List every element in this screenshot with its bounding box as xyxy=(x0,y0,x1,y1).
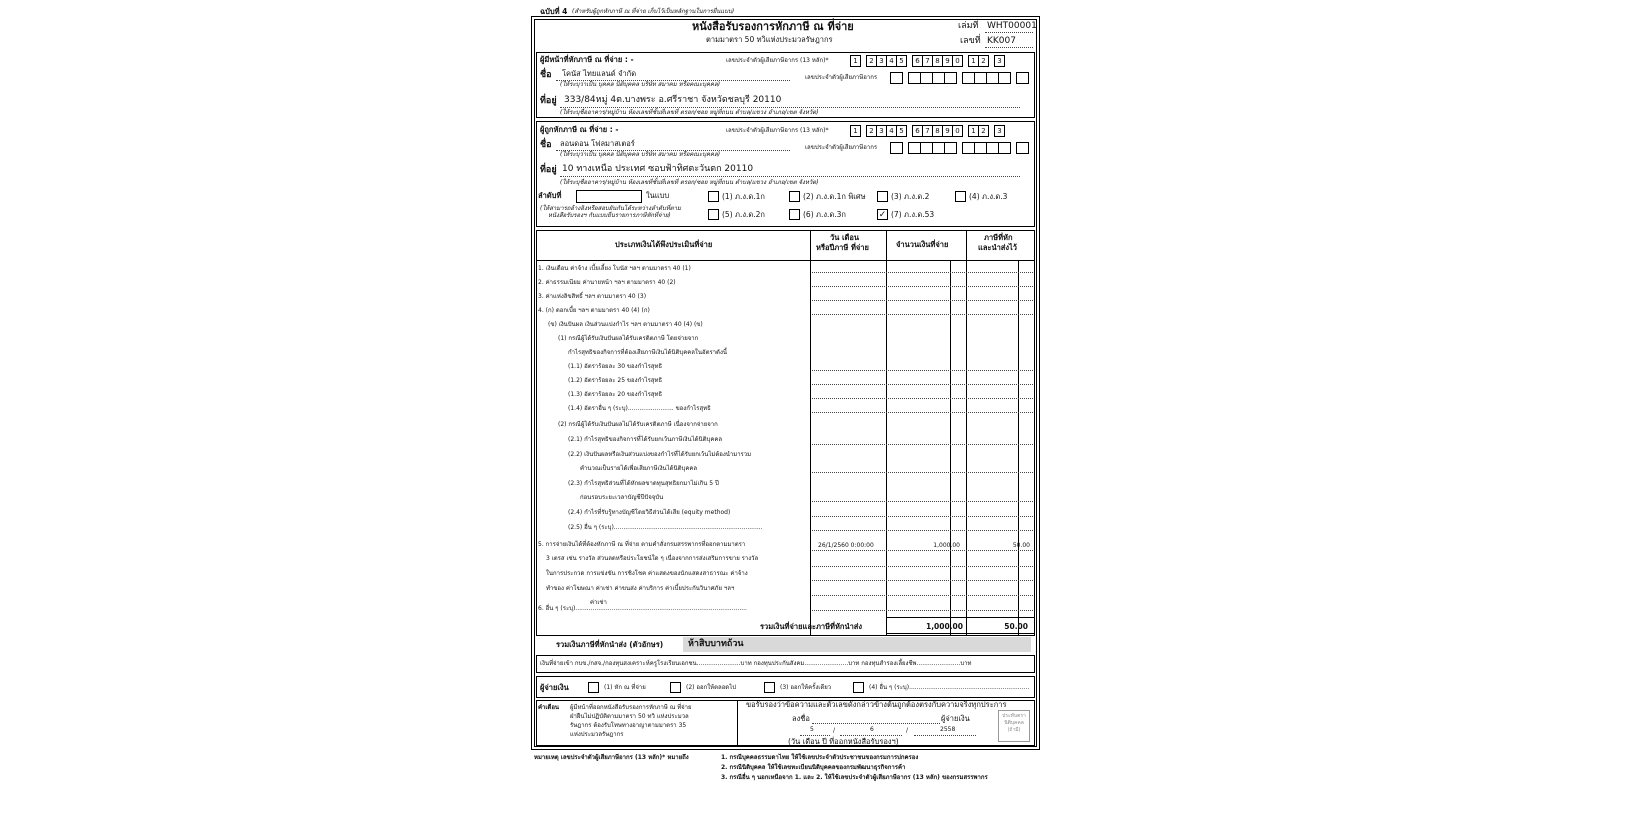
income-row: 1. เงินเดือน ค่าจ้าง เบี้ยเลี้ยง โบนัส ฯลฯ ตามมาตรา 40 (1) xyxy=(538,265,691,272)
sign-role: ผู้จ่ายเงิน xyxy=(941,714,970,723)
form-note: (สำหรับผู้ถูกหักภาษี ณ ที่จ่าย เก็บไว้เป็นหลักฐานในการยื่นแบบ) xyxy=(572,8,735,15)
warning-text: รัษฎากร ต้องรับโทษทางอาญาตามมาตรา 35 xyxy=(570,722,687,729)
sign-label: ลงชื่อ xyxy=(792,714,810,723)
income-row: กำไรสุทธิของกิจการที่ต้องเสียภาษีเงินได้นิติบุคคลในอัตราดังนี้ xyxy=(568,349,727,356)
payee-taxid-label: เลขประจำตัวผู้เสียภาษีอากร (13 หลัก)* xyxy=(726,127,829,134)
taxid-digit[interactable]: 9 xyxy=(942,125,953,137)
date-separator: / xyxy=(833,727,836,734)
cert-year[interactable]: 2558 xyxy=(940,726,956,733)
payee-name-label: ชื่อ xyxy=(540,140,552,150)
income-row: (2) กรณีผู้ได้รับเงินปันผลไม่ได้รับเครดิตภาษี เนื่องจากจ่ายจาก xyxy=(558,421,718,428)
taxid-digit[interactable]: 2 xyxy=(866,55,877,67)
row5-date[interactable]: 26/1/2560 0:00:00 xyxy=(818,542,874,549)
taxid-digit[interactable]: 1 xyxy=(968,125,979,137)
taxid-digit[interactable]: 2 xyxy=(978,55,989,67)
method-checkbox[interactable] xyxy=(670,682,681,693)
total-label: รวมเงินที่จ่ายและภาษีที่หักนำส่ง xyxy=(760,622,863,631)
taxid-digit[interactable]: 3 xyxy=(994,55,1005,67)
words-label: รวมเงินภาษีที่หักนำส่ง (ตัวอักษร) xyxy=(556,640,664,649)
taxid-digit[interactable]: 4 xyxy=(886,55,897,67)
income-row: ก่อนรอบระยะเวลาบัญชีปีปัจจุบัน xyxy=(580,494,664,501)
income-row: (2.3) กำไรสุทธิส่วนที่ได้หักผลขาดทุนสุทธิยกมาไม่เกิน 5 ปี xyxy=(568,480,719,487)
payee-address-hint: (ให้ระบุชื่ออาคาร/หมู่บ้าน ห้องเลขที่ชั้นที่เลขที่ ตรอก/ซอย หมู่ที่ถนน ตำบล/แขวง อำเภอ/เขต จังหวัด) xyxy=(560,179,819,186)
col-header-tax: และนำส่งไว้ xyxy=(978,243,1018,252)
taxid2-digit[interactable] xyxy=(998,72,1011,84)
form-option-label: (1) ภ.ง.ด.1ก xyxy=(722,192,765,201)
form-checkbox-checked[interactable] xyxy=(877,209,888,220)
number-value: KK007 xyxy=(987,36,1016,46)
stamp-text: ประทับตรานิติบุคคล (ถ้ามี) xyxy=(1002,713,1026,733)
number-label: เลขที่ xyxy=(960,36,981,46)
payee-address-label: ที่อยู่ xyxy=(540,165,557,175)
method-checkbox[interactable] xyxy=(764,682,775,693)
taxid-digit[interactable]: 6 xyxy=(912,125,923,137)
payer-taxid-boxes xyxy=(850,55,1030,67)
payer-name[interactable]: โคนัส ไทยแลนด์ จำกัด xyxy=(562,69,637,78)
taxid-digit[interactable]: 1 xyxy=(850,55,861,67)
method-option: (1) หัก ณ ที่จ่าย xyxy=(604,684,646,691)
payee-name[interactable]: ลอนดอน โฟลมาสเตอร์ xyxy=(560,139,635,148)
payee-heading: ผู้ถูกหักภาษี ณ ที่จ่าย : - xyxy=(540,125,619,134)
words-field[interactable] xyxy=(683,637,1031,652)
form-option-label: (5) ภ.ง.ด.2ก xyxy=(722,210,765,219)
warning-text: ฝ่าฝืนไม่ปฏิบัติตามมาตรา 50 ทวิ แห่งประมวล xyxy=(570,713,689,720)
taxid-digit[interactable]: 0 xyxy=(952,55,963,67)
warning-text: แห่งประมวลรัษฎากร xyxy=(570,731,624,738)
col-header-amount: จำนวนเงินที่จ่าย xyxy=(896,240,949,249)
taxid-digit[interactable]: 6 xyxy=(912,55,923,67)
income-row: (2.4) กำไรที่รับรู้ทางบัญชีโดยวิธีส่วนได้เสีย (equity method) xyxy=(568,509,731,516)
income-row: (1) กรณีผู้ได้รับเงินปันผลได้รับเครดิตภาษี โดยจ่ายจาก xyxy=(558,335,699,342)
taxid-digit[interactable]: 1 xyxy=(850,125,861,137)
income-row: (1.4) อัตราอื่น ๆ (ระบุ)........................ ของกำไรสุทธิ xyxy=(568,405,711,412)
income-row: 5. การจ่ายเงินได้ที่ต้องหักภาษี ณ ที่จ่าย ตามคำสั่งกรมสรรพากรที่ออกตามมาตรา xyxy=(538,541,746,548)
income-row: (ข) เงินปันผล เงินส่วนแบ่งกำไร ฯลฯ ตามมาตรา 40 (4) (ข) xyxy=(548,321,703,328)
footer-note: 2. กรณีนิติบุคคล ให้ใช้เลขทะเบียนนิติบุคคลของกรมพัฒนาธุรกิจการค้า xyxy=(721,764,906,771)
form-checkbox[interactable] xyxy=(955,191,966,202)
taxid-digit[interactable]: 3 xyxy=(876,125,887,137)
seq-in-form: ในแบบ xyxy=(646,191,670,200)
check-mark-icon: ✓ xyxy=(878,210,887,220)
income-row: 3. ค่าแห่งลิขสิทธิ์ ฯลฯ ตามมาตรา 40 (3) xyxy=(538,293,647,300)
taxid-digit[interactable]: 0 xyxy=(952,125,963,137)
cert-day[interactable]: 5 xyxy=(810,726,814,733)
payee-name-hint: (ให้ระบุว่าเป็น บุคคล นิติบุคคล บริษัท สมาคม หรือคณะบุคคล) xyxy=(560,151,721,158)
method-option: (4) อื่น ๆ (ระบุ)............................................................... xyxy=(869,684,1030,691)
cert-month[interactable]: 6 xyxy=(870,726,874,733)
taxid-digit[interactable]: 2 xyxy=(978,125,989,137)
taxid2-digit[interactable] xyxy=(1016,142,1029,154)
words-value: ห้าสิบบาทถ้วน xyxy=(688,639,744,649)
taxid-digit[interactable]: 7 xyxy=(922,125,933,137)
total-tax: 50.00 xyxy=(1004,622,1028,631)
taxid-digit[interactable]: 7 xyxy=(922,55,933,67)
payee-taxid-boxes xyxy=(850,125,1030,137)
date-separator: / xyxy=(906,727,909,734)
payer-name-hint: (ให้ระบุว่าเป็น บุคคล นิติบุคคล บริษัท สมาคม หรือคณะบุคคล) xyxy=(560,81,721,88)
seq-input[interactable] xyxy=(576,190,642,203)
method-option: (3) ออกให้ครั้งเดียว xyxy=(780,684,832,691)
form-option-label: (2) ภ.ง.ด.1ก พิเศษ xyxy=(803,192,866,201)
form-checkbox[interactable] xyxy=(877,191,888,202)
form-checkbox[interactable] xyxy=(708,191,719,202)
warning-text: ผู้มีหน้าที่ออกหนังสือรับรองการหักภาษี ณ ที่จ่าย xyxy=(570,704,692,711)
income-row: 4. (ก) ดอกเบี้ย ฯลฯ ตามมาตรา 40 (4) (ก) xyxy=(538,307,650,314)
taxid2-digit[interactable] xyxy=(1016,72,1029,84)
seq-label: ลำดับที่ xyxy=(538,191,562,200)
book-value: WHT00001 xyxy=(987,21,1037,31)
method-checkbox[interactable] xyxy=(588,682,599,693)
seq-hint: (ให้สามารถอ้างอิงหรือสอบยันกันได้ระหว่างลำดับที่ตาม xyxy=(540,205,681,212)
form-checkbox[interactable] xyxy=(789,191,800,202)
income-row: ทำของ ค่าโฆษณา ค่าเช่า ค่าขนส่ง ค่าบริการ ค่าเบี้ยประกันวินาศภัย ฯลฯ xyxy=(546,585,735,592)
taxid-digit[interactable]: 8 xyxy=(932,55,943,67)
payee-taxid2-label: เลขประจำตัวผู้เสียภาษีอากร xyxy=(805,144,878,151)
col-header-date: วัน เดือน xyxy=(830,233,860,242)
payer-taxid-label: เลขประจำตัวผู้เสียภาษีอากร (13 หลัก)* xyxy=(726,57,829,64)
book-label: เล่มที่ xyxy=(958,21,979,31)
taxid-digit[interactable]: 1 xyxy=(968,55,979,67)
income-row: (2.1) กำไรสุทธิของกิจการที่ได้รับยกเว้นภาษีเงินได้นิติบุคคล xyxy=(568,436,723,443)
taxid2-digit[interactable] xyxy=(998,142,1011,154)
total-amount: 1,000.00 xyxy=(925,622,963,631)
document-title: หนังสือรับรองการหักภาษี ณ ที่จ่าย xyxy=(692,20,854,33)
col-header-tax: ภาษีที่หัก xyxy=(984,233,1013,242)
seq-hint: หนังสือรับรองฯ กับแบบยื่นรายการภาษีหักที่จ่าย) xyxy=(548,212,671,219)
row5-amount[interactable]: 1,000.00 xyxy=(933,542,960,549)
footer-note: 1. กรณีบุคคลธรรมดาไทย ให้ใช้เลขประจำตัวประชาชนของกรมการปกครอง xyxy=(721,754,919,761)
form-option-label: (4) ภ.ง.ด.3 xyxy=(969,192,1008,201)
payee-taxid2-boxes xyxy=(890,142,1030,154)
taxid2-digit[interactable] xyxy=(944,72,957,84)
method-checkbox[interactable] xyxy=(853,682,864,693)
income-row: ในการประกวด การแข่งขัน การชิงโชค ค่าแสดงของนักแสดงสาธารณะ ค่าจ้าง xyxy=(546,570,748,577)
footer-note-label: หมายเหตุ เลขประจำตัวผู้เสียภาษีอากร (13 หลัก)* หมายถึง xyxy=(534,754,689,761)
taxid-digit[interactable]: 9 xyxy=(942,55,953,67)
payer-method-label: ผู้จ่ายเงิน xyxy=(540,683,569,692)
row5-note[interactable]: ค่าเช่า xyxy=(590,599,607,606)
taxid2-digit[interactable] xyxy=(890,72,903,84)
document-subtitle: ตามมาตรา 50 ทวิแห่งประมวลรัษฎากร xyxy=(706,35,833,44)
fund-line: เงินที่จ่ายเข้า กบข./กสจ./กองทุนสงเคราะห์ครูโรงเรียนเอกชน.......................บาท กองทุนประกันสังคม.......................บาท กองทุนสำรองเลี้ยงชีพ.......................บาท xyxy=(540,660,972,667)
taxid-digit[interactable]: 5 xyxy=(896,125,907,137)
form-option-label: (7) ภ.ง.ด.53 xyxy=(891,210,935,219)
payer-taxid2-boxes xyxy=(890,72,1030,84)
taxid-digit[interactable]: 2 xyxy=(866,125,877,137)
taxid-digit[interactable]: 4 xyxy=(886,125,897,137)
payer-taxid2-label: เลขประจำตัวผู้เสียภาษีอากร xyxy=(805,74,878,81)
income-row: คำนวณเป็นรายได้เพื่อเสียภาษีเงินได้นิติบุคคล xyxy=(580,465,698,472)
income-row: 2. ค่าธรรมเนียม ค่านายหน้า ฯลฯ ตามมาตรา 40 (2) xyxy=(538,279,676,286)
payer-name-label: ชื่อ xyxy=(540,70,552,80)
income-row: (2.5) อื่น ๆ (ระบุ).............................................................................. xyxy=(568,524,763,531)
payer-address-hint: (ให้ระบุชื่ออาคาร/หมู่บ้าน ห้องเลขที่ชั้นที่เลขที่ ตรอก/ซอย หมู่ที่ถนน ตำบล/แขวง อำเภอ/เขต จังหวัด) xyxy=(560,109,819,116)
method-option: (2) ออกให้ตลอดไป xyxy=(686,684,737,691)
income-row: (1.1) อัตราร้อยละ 30 ของกำไรสุทธิ xyxy=(568,363,663,370)
form-checkbox[interactable] xyxy=(708,209,719,220)
form-option-label: (3) ภ.ง.ด.2 xyxy=(891,192,930,201)
col-header-date: หรือปีภาษี ที่จ่าย xyxy=(816,243,869,252)
taxid-digit[interactable]: 8 xyxy=(932,125,943,137)
taxid2-digit[interactable] xyxy=(890,142,903,154)
taxid-digit[interactable]: 3 xyxy=(876,55,887,67)
form-option-label: (6) ภ.ง.ด.3ก xyxy=(803,210,846,219)
company-stamp-box xyxy=(998,710,1030,742)
taxid-digit[interactable]: 3 xyxy=(994,125,1005,137)
footer-note: 3. กรณีอื่น ๆ นอกเหนือจาก 1. และ 2. ให้ใช้เลขประจำตัวผู้เสียภาษีอากร (13 หลัก) ของกรมสรรพากร xyxy=(721,774,988,781)
income-row: 6. อื่น ๆ (ระบุ).......................................................................................... xyxy=(538,605,747,612)
col-header-type: ประเภทเงินได้พึงประเมินที่จ่าย xyxy=(615,240,713,249)
taxid2-digit[interactable] xyxy=(944,142,957,154)
income-row: (1.3) อัตราร้อยละ 20 ของกำไรสุทธิ xyxy=(568,391,663,398)
payer-address-label: ที่อยู่ xyxy=(540,96,557,106)
income-row: 3 เตรส เช่น รางวัล ส่วนลดหรือประโยชน์ใด ๆ เนื่องจากการส่งเสริมการขาย รางวัล xyxy=(546,555,759,562)
taxid-digit[interactable]: 5 xyxy=(896,55,907,67)
income-row: (1.2) อัตราร้อยละ 25 ของกำไรสุทธิ xyxy=(568,377,663,384)
payer-heading: ผู้มีหน้าที่หักภาษี ณ ที่จ่าย : - xyxy=(540,55,634,64)
date-caption: (วัน เดือน ปี ที่ออกหนังสือรับรองฯ) xyxy=(788,737,899,746)
certify-text: ขอรับรองว่าข้อความและตัวเลขดังกล่าวข้างต้นถูกต้องตรงกับความจริงทุกประการ xyxy=(746,700,1007,709)
income-row: (2.2) เงินปันผลหรือเงินส่วนแบ่งของกำไรที่ได้รับยกเว้นไม่ต้องนำมารวม xyxy=(568,451,752,458)
payer-address[interactable]: 333/84หมู่ 4ต.บางพระ อ.ศรีราชา จังหวัดชลบุรี 20110 xyxy=(564,95,782,105)
payee-address[interactable]: 10 ทางเหนือ ประเทศ ซอบฟ้าทิศตะวันตก 20110 xyxy=(562,164,754,174)
warning-label: คำเตือน xyxy=(538,704,560,711)
row5-tax[interactable]: 50.00 xyxy=(1012,542,1030,549)
form-number: ฉบับที่ 4 xyxy=(540,7,568,16)
form-checkbox[interactable] xyxy=(789,209,800,220)
